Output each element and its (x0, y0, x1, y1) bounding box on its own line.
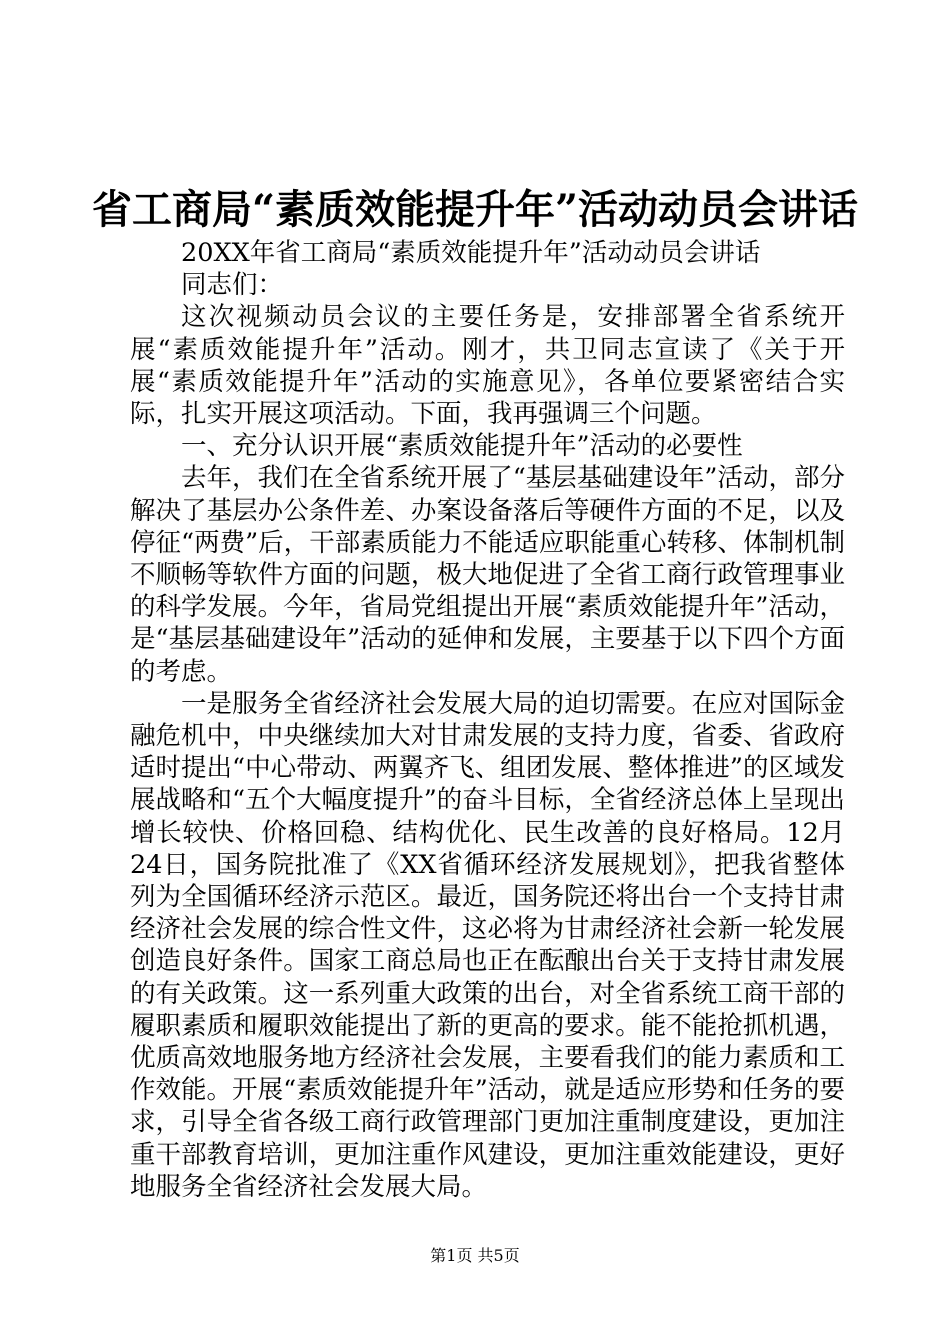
document-title: 省工商局“素质效能提升年”活动动员会讲话 (91, 186, 858, 233)
subtitle-paragraph: 20XX年省工商局“素质效能提升年”活动动员会讲话 (181, 238, 761, 268)
salutation-paragraph: 同志们： (181, 270, 284, 301)
document-body (130, 237, 845, 1203)
section-heading: 一、充分认识开展“素质效能提升年”活动的必要性 (181, 431, 743, 462)
body-paragraph: 一是服务全省经济社会发展大局的迫切需要。在应对国际金融危机中，中央继续加大对甘肃发展的支持力度，省委、省政府适时提出“中心带动、两翼齐飞、组团发展、整体推进”的区域发展战略和“五个大幅度提升”的奋斗目标，全省经济总体上呈现出增长较快、价格回稳、结构优化、民生改善的良好格局。12月24日，国务院批准了《XX省循环经济发展规划》，把我省整体列为全国循环经济示范区。最近，国务院还将出台一个支持甘肃经济社会发展的综合性文件，这必将为甘肃经济社会新一轮发展创造良好条件。国家工商总局也正在酝酿出台关于支持甘肃发展的有关政策。这一系列重大政策的出台，对全省系统工商干部的履职素质和履职效能提出了新的更高的要求。能不能抢抓机遇，优质高效地服务地方经济社会发展，主要看我们的能力素质和工作效能。开展“素质效能提升年”活动，就是适应形势和任务的要求，引导全省各级工商行政管理部门更加注重制度建设，更加注重干部教育培训，更加注重作风建设，更加注重效能建设，更好地服务全省经济社会发展大局。 (130, 688, 845, 1202)
page-number-label: 第1页 共5页 (430, 1246, 520, 1265)
body-paragraph: 去年，我们在全省系统开展了“基层基础建设年”活动，部分解决了基层办公条件差、办案设备落后等硬件方面的不足，以及停征“两费”后，干部素质能力不能适应职能重心转移、体制机制不顺畅等软件方面的问题，极大地促进了全省工商行政管理事业的科学发展。今年，省局党组提出开展“素质效能提升年”活动，是“基层基础建设年”活动的延伸和发展，主要基于以下四个方面的考虑。 (130, 463, 845, 687)
page-footer (0, 1244, 950, 1268)
body-paragraph: 这次视频动员会议的主要任务是，安排部署全省系统开展“素质效能提升年”活动。刚才，共卫同志宣读了《关于开展“素质效能提升年”活动的实施意见》，各单位要紧密结合实际，扎实开展这项活动。下面，我再强调三个问题。 (130, 302, 845, 430)
